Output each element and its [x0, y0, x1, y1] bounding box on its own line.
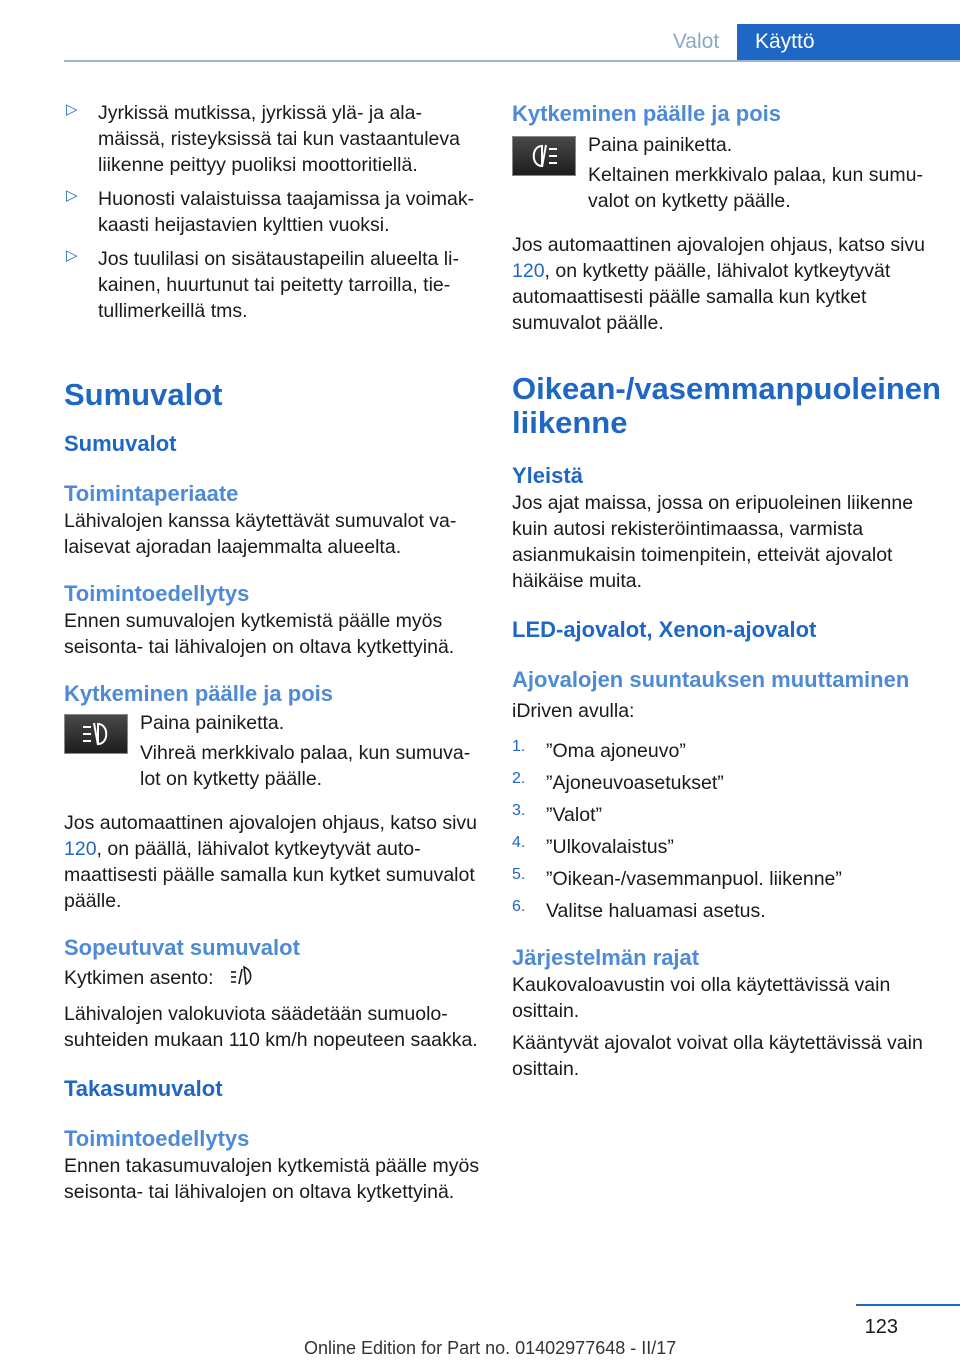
step-text: ”Oma ajoneuvo”	[546, 740, 686, 762]
heading-sopeutuvat: Sopeutuvat sumuvalot	[64, 935, 300, 960]
heading-toimintoedellytys: Toimintoedellytys	[64, 1126, 250, 1151]
subsection-title: Yleistä	[512, 463, 583, 488]
paragraph: Jos ajat maissa, jossa on eripuoleinen liikenne kuin autosi rekisteröintimaassa, varmista asianmukaisin toimenpitein, etteivät ajovalot häikäise muita.	[512, 492, 914, 592]
heading-suuntaus: Ajovalojen suuntauksen muuttaminen	[512, 667, 910, 692]
bullet-text: Huonosti valaistuissa taajamissa ja voimakkaasti heijastavien kylttien vuoksi.	[98, 188, 475, 236]
step-number: 3.	[512, 802, 526, 819]
page-link[interactable]: 120	[64, 838, 97, 860]
paragraph: Kaukovaloavustin voi olla käytettävissä vain osittain.	[512, 974, 891, 1022]
step-number: 2.	[512, 770, 526, 787]
step-text: ”Ajoneuvoasetukset”	[546, 772, 724, 794]
triangle-right-icon: ▷	[66, 187, 78, 204]
left-column	[64, 100, 480, 1205]
paragraph-auto	[64, 810, 480, 914]
heading-toimintaperiaate: Toimintaperiaate	[64, 481, 239, 506]
heading-toimintoedellytys: Toimintoedellytys	[64, 581, 250, 606]
step-number: 4.	[512, 834, 526, 851]
heading-rajat: Järjestelmän rajat	[512, 945, 700, 970]
heading-kytkeminen: Kytkeminen päälle ja pois	[64, 681, 333, 706]
right-column	[512, 100, 941, 1082]
list-item	[512, 834, 932, 860]
step-text: ”Valot”	[546, 804, 602, 826]
section-title: Oikean-/vasemmanpuoleinen liikenne	[512, 371, 941, 440]
list-item	[64, 246, 480, 324]
subsection-title: Sumuvalot	[64, 431, 177, 456]
list-item	[512, 866, 932, 892]
step-number: 5.	[512, 866, 526, 883]
step-text: ”Oikean-/vasemmanpuol. liikenne”	[546, 868, 842, 890]
heading-kytkeminen: Kytkeminen päälle ja pois	[512, 101, 781, 126]
header-rule	[64, 60, 960, 62]
subsection-title: LED-ajovalot, Xenon-ajovalot	[512, 617, 817, 642]
step-number: 6.	[512, 898, 526, 915]
button-instruction-text: Paina painiketta.	[140, 712, 285, 734]
list-item	[512, 898, 932, 924]
header-tab-section: Valot	[672, 30, 720, 53]
edition-text: Online Edition for Part no. 01402977648 - II/17	[304, 1338, 677, 1358]
switch-position-text	[64, 964, 480, 995]
paragraph: Lähivalojen valokuviota säädetään sumuolosuhteiden mukaan 110 km/h nopeuteen saakka.	[64, 1003, 478, 1051]
button-instruction	[64, 710, 480, 792]
paragraph: Ennen sumuvalojen kytkemistä päälle myös seisonta- tai lähivalojen on oltava kytkettyinä.	[64, 610, 455, 658]
list-item	[512, 770, 932, 796]
adaptive-fog-switch-icon	[229, 964, 255, 995]
triangle-right-icon: ▷	[66, 101, 78, 118]
rear-fog-light-icon	[512, 136, 576, 176]
button-indicator-text: Vihreä merkkivalo palaa, kun sumuvalot on kytketty päälle.	[140, 742, 471, 790]
list-item	[64, 100, 480, 178]
button-instruction-text: Paina painiketta.	[588, 134, 733, 156]
numbered-list	[512, 738, 932, 924]
paragraph: Lähivalojen kanssa käytettävät sumuvalot valaisevat ajoradan laajemmalta alueelta.	[64, 510, 457, 558]
triangle-right-icon: ▷	[66, 247, 78, 264]
button-instruction	[512, 132, 932, 214]
list-item	[512, 738, 932, 764]
text-span: , on kytketty päälle, lähivalot kytkeytyvät automaattisesti päälle samalla kun kytket sumuvalot päälle.	[512, 260, 891, 334]
subsection-title: Takasumuvalot	[64, 1076, 223, 1101]
step-number: 1.	[512, 738, 526, 755]
bullet-text: Jos tuulilasi on sisätaustapeilin alueelta likainen, huurtunut tai peitetty tarroilla, tietullimerkeillä tms.	[98, 248, 459, 322]
step-text: Valitse haluamasi asetus.	[546, 900, 766, 922]
header-tab-chapter: Käyttö	[737, 24, 960, 60]
list-item	[512, 802, 932, 828]
bullet-text: Jyrkissä mutkissa, jyrkissä ylä- ja alamäissä, risteyksissä tai kun vastaantuleva liikenne peittyy puoliksi moottoritiellä.	[98, 102, 460, 176]
step-text: ”Ulkovalaistus”	[546, 836, 674, 858]
text-span: Jos automaattinen ajovalojen ohjaus, katso sivu	[64, 812, 478, 834]
paragraph: Kääntyvät ajovalot voivat olla käytettävissä vain osittain.	[512, 1032, 923, 1080]
paragraph-auto	[512, 232, 932, 336]
front-fog-light-icon	[64, 714, 128, 754]
section-title: Sumuvalot	[64, 377, 223, 412]
page-link[interactable]: 120	[512, 260, 545, 282]
text-span: Kytkimen asento:	[64, 967, 214, 989]
text-span: , on päällä, lähivalot kytkeytyvät automaattisesti päälle samalla kun kytket sumuvalot päälle.	[64, 838, 475, 912]
paragraph: Ennen takasumuvalojen kytkemistä päälle myös seisonta- tai lähivalojen on oltava kytkettyinä.	[64, 1155, 480, 1203]
page-number: 123	[864, 1316, 898, 1338]
button-indicator-text: Keltainen merkkivalo palaa, kun sumuvalot on kytketty päälle.	[588, 164, 923, 212]
list-item	[64, 186, 480, 238]
paragraph: iDriven avulla:	[512, 700, 635, 722]
footer-rule	[856, 1304, 960, 1306]
text-span: Jos automaattinen ajovalojen ohjaus, katso sivu	[512, 234, 926, 256]
